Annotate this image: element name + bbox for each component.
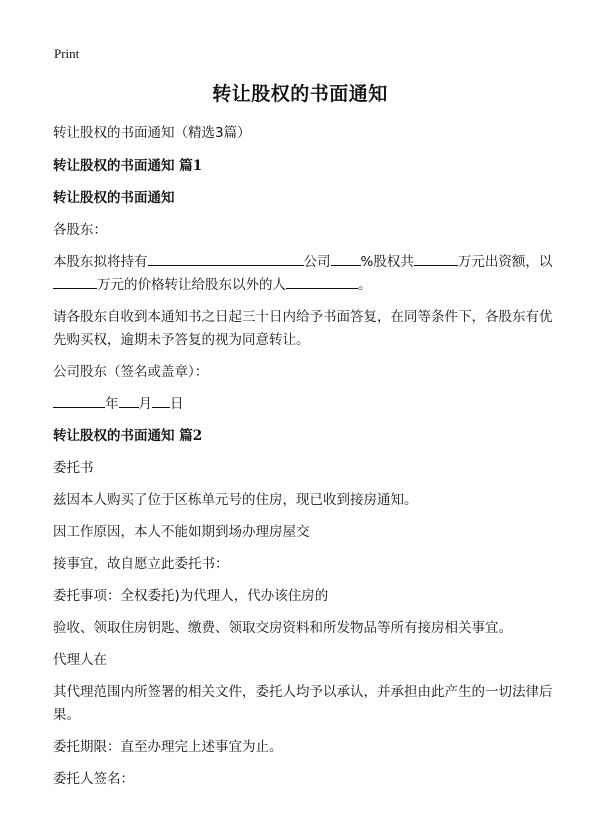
section-heading-1: 转让股权的书面通知 篇1 [53,158,203,174]
paragraph: 其代理范围内所签署的相关文件，委托人均予以承认，并承担由此产生的一切法律后果。 [53,684,553,723]
transfer-paragraph [53,251,553,297]
section-heading-2: 转让股权的书面通知 篇2 [53,428,203,444]
para-price: 万元的价格转让给股东以外的人 [97,277,286,293]
paragraph: 兹因本人购买了位于区栋单元号的住房，现已收到接房通知。 [53,492,418,508]
paragraph: 代理人在 [53,652,107,668]
blank-year [53,393,105,408]
signature-label: 公司股东（签名或盖章）： [53,364,209,380]
blank-price [53,274,97,289]
document-body [53,122,553,800]
salutation: 各股东： [53,222,107,238]
date-year-label: 年 [105,396,119,412]
blank-capital [414,251,458,266]
blank-day [152,393,170,408]
para-end: 。 [358,277,372,293]
date-day-label: 日 [170,396,184,412]
paragraph: 因工作原因，本人不能如期到场办理房屋交 [53,524,310,540]
para-prefix: 本股东拟将持有 [53,254,148,270]
paragraph: 委托事项：全权委托)为代理人，代办该住房的 [53,588,329,604]
print-link[interactable]: Print [54,46,80,61]
blank-percent [331,251,361,266]
paragraph: 委托人签名： [53,771,134,787]
paragraph: 接事宜，故自愿立此委托书： [53,556,229,572]
para-equity: %股权共 [360,254,414,270]
paragraph: 委托书 [53,460,94,476]
notice-heading: 转让股权的书面通知 [53,190,175,206]
blank-buyer [286,274,358,289]
blank-shareholding [148,251,304,266]
date-line [53,393,553,416]
document-title: 转让股权的书面通知 [212,83,388,105]
para-comma: ，以 [525,254,553,270]
date-month-label: 月 [138,396,152,412]
para-company: 公司 [303,254,331,270]
paragraph: 验收、领取住房钥匙、缴费、领取交房资料和所发物品等所有接房相关事宜。 [53,620,512,636]
document-subtitle: 转让股权的书面通知（精选3篇） [53,125,251,141]
reply-paragraph: 请各股东自收到本通知书之日起三十日内给予书面答复，在同等条件下，各股东有优先购买权，逾期未予答复的视为同意转让。 [53,309,553,348]
blank-month [119,393,139,408]
paragraph: 委托期限：直至办理完上述事宜为止。 [53,739,283,755]
para-capital: 万元出资额 [457,254,526,270]
